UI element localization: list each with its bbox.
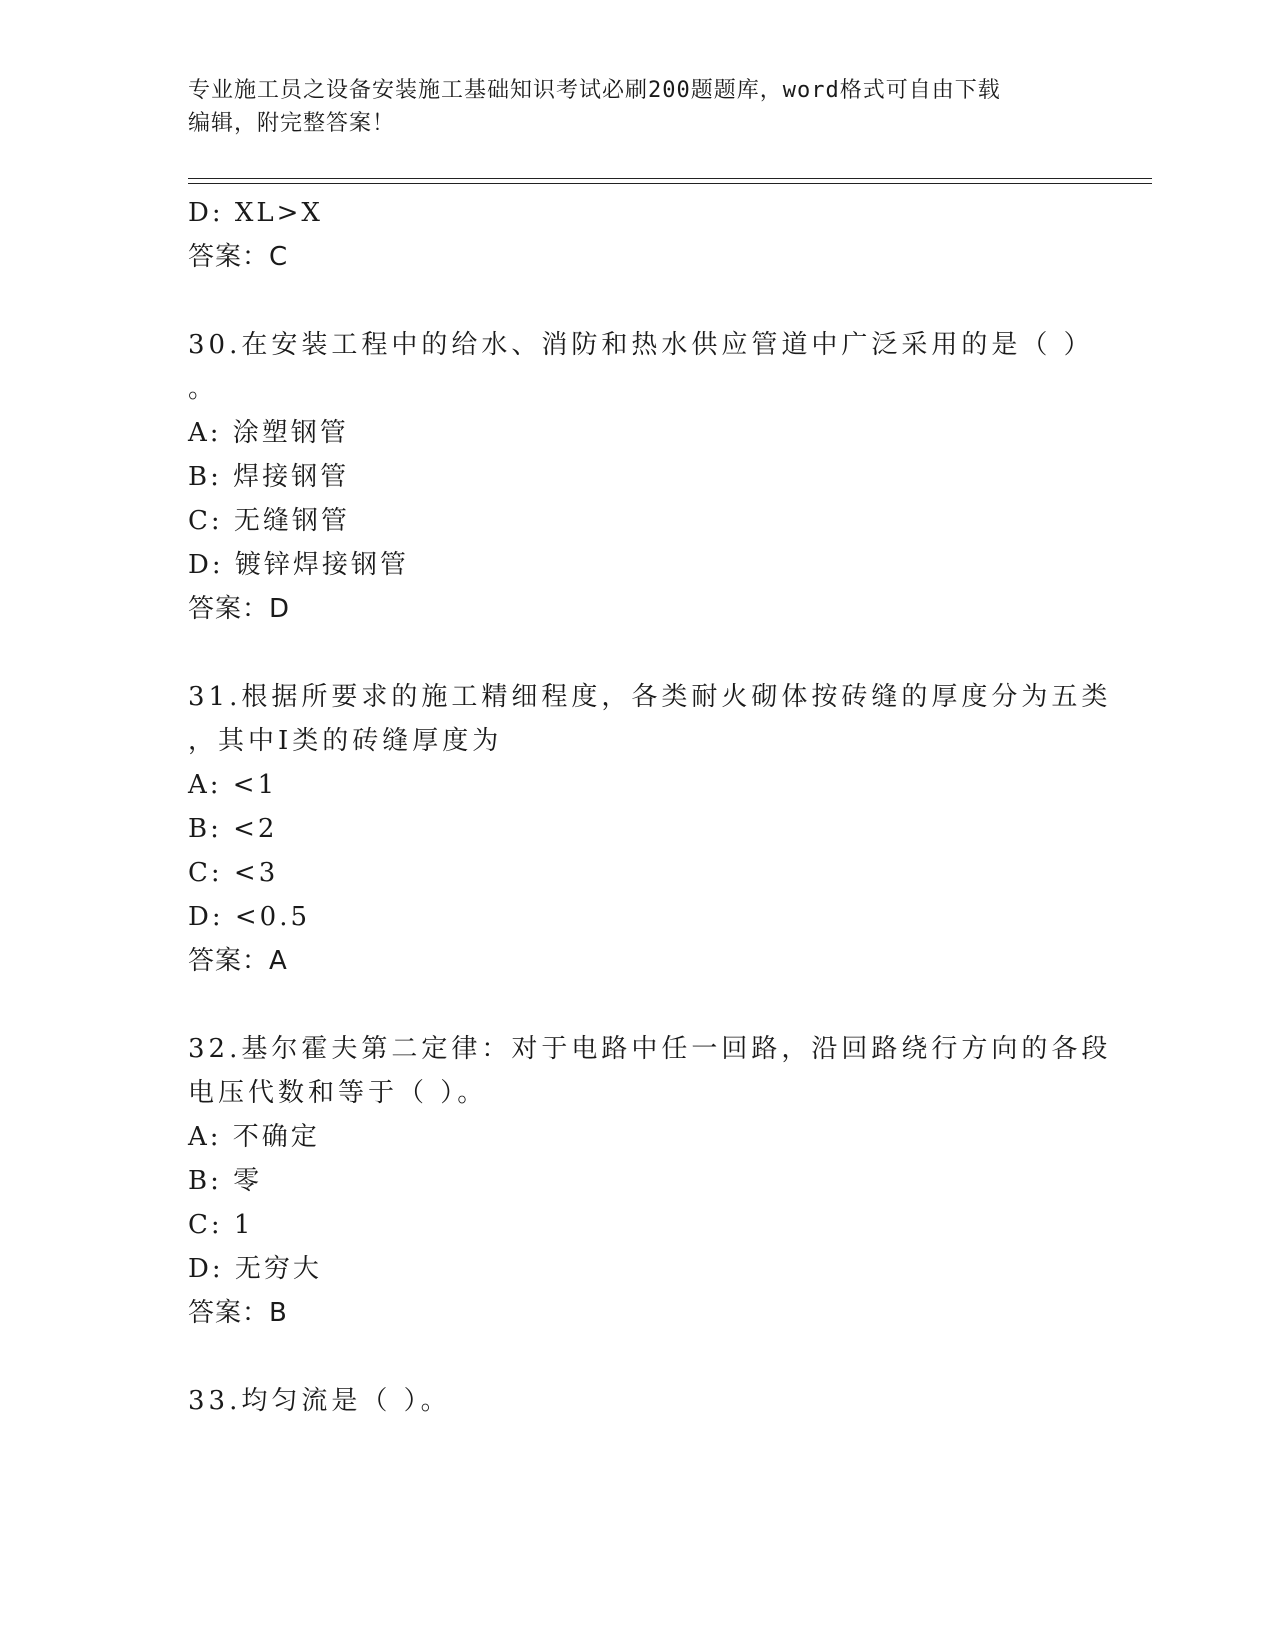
option-b: B: 零 xyxy=(188,1166,263,1196)
question-29 xyxy=(188,191,1088,279)
option-c: C: 无缝钢管 xyxy=(188,506,350,536)
answer: 答案：D xyxy=(188,594,291,624)
header-title-line1: 专业施工员之设备安装施工基础知识考试必刷200题题库，word格式可自由下载 xyxy=(188,78,1001,103)
header-divider-top xyxy=(188,178,1152,179)
option-b: B: <2 xyxy=(188,814,278,844)
answer: 答案：C xyxy=(188,242,289,272)
question-text-continued: ，其中Ⅰ类的砖缝厚度为 xyxy=(188,726,503,756)
header-title-line2: 编辑，附完整答案！ xyxy=(188,111,396,136)
option-a: A: <1 xyxy=(188,770,278,800)
question-text: 31.根据所要求的施工精细程度，各类耐火砌体按砖缝的厚度分为五类 xyxy=(188,682,1112,712)
option-d: D: <0.5 xyxy=(188,902,311,932)
question-text: 33.均匀流是（ ）。 xyxy=(188,1386,451,1416)
option-d: D: XL>X xyxy=(188,198,323,228)
question-text: 32.基尔霍夫第二定律：对于电路中任一回路，沿回路绕行方向的各段 xyxy=(188,1034,1112,1064)
answer: 答案：B xyxy=(188,1298,288,1328)
question-text-continued: 电压代数和等于（ ）。 xyxy=(188,1078,488,1108)
question-list xyxy=(188,191,1112,1423)
option-b: B: 焊接钢管 xyxy=(188,462,350,492)
question-31 xyxy=(188,675,1112,983)
question-text: 30.在安装工程中的给水、消防和热水供应管道中广泛采用的是（ ） xyxy=(188,330,1094,360)
question-33 xyxy=(188,1379,1088,1423)
answer: 答案：A xyxy=(188,946,288,976)
option-d: D: 无穷大 xyxy=(188,1254,322,1284)
document-header xyxy=(188,74,1088,140)
header-divider-bottom xyxy=(188,183,1152,184)
option-d: D: 镀锌焊接钢管 xyxy=(188,550,409,580)
option-a: A: 不确定 xyxy=(188,1122,320,1152)
option-c: C: 1 xyxy=(188,1210,254,1240)
option-a: A: 涂塑钢管 xyxy=(188,418,349,448)
question-text-continued: 。 xyxy=(188,374,219,404)
question-32 xyxy=(188,1027,1112,1335)
question-30 xyxy=(188,323,1094,631)
option-c: C: <3 xyxy=(188,858,279,888)
